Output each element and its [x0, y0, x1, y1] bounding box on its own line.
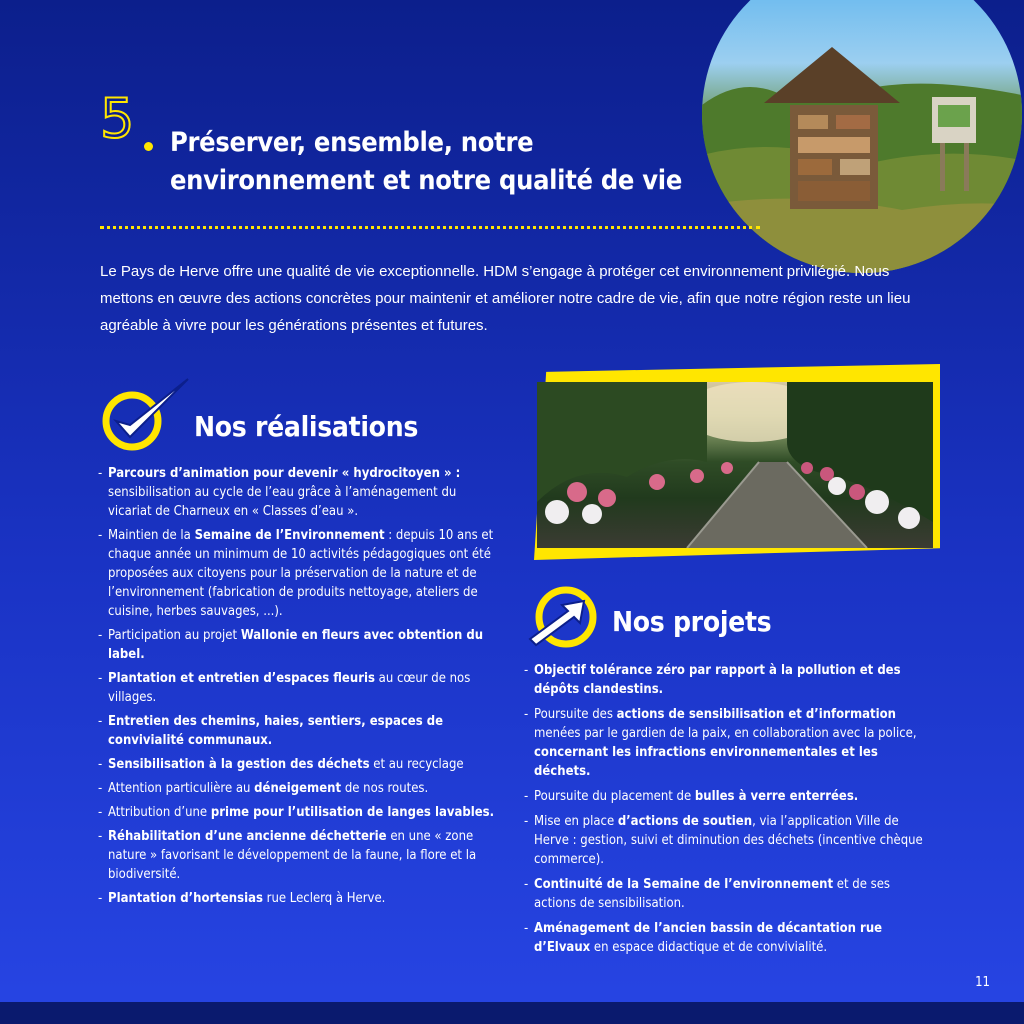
boardwalk-illustration: [537, 382, 933, 548]
item-text: , via l’application Ville de Herve : gestion, suivi et diminution des déchets (incentive chèque commerce).: [534, 814, 923, 867]
item-bold-text: d’actions de soutien: [617, 814, 753, 829]
list-item: [98, 779, 500, 798]
intro-paragraph: Le Pays de Herve offre une qualité de vie exceptionnelle. HDM s’engage à protéger cet environnement privilégié. Nous mettons en œuvre des actions concrètes pour maintenir et améliorer notre cadre de vie, afin que notre région reste un lieu agréable à vivre pour les générations présentes et futures.: [100, 263, 911, 334]
item-bold-text: Plantation d’hortensias: [108, 891, 263, 906]
insect-hotel-photo: [702, 0, 1022, 273]
item-text: en une « zone nature » favorisant le développement de la faune, la flore et la biodiversité.: [108, 829, 477, 882]
item-text: rue Leclerq à Herve.: [262, 891, 386, 906]
projets-title: Nos projets: [612, 605, 772, 638]
projets-list: [524, 661, 929, 963]
item-text: Maintien de la: [108, 528, 195, 543]
list-item: [98, 464, 500, 521]
list-item: [524, 875, 929, 913]
realisations-list: [98, 464, 500, 913]
item-bold-text: Objectif tolérance zéro par rapport à la pollution et des dépôts clandestins.: [534, 663, 901, 697]
item-bold-text: Wallonie en fleurs avec obtention du label.: [108, 628, 484, 662]
list-item: [98, 626, 500, 664]
list-item: [98, 526, 500, 621]
item-text: Poursuite du placement de: [534, 789, 695, 804]
section-number: 5: [100, 87, 135, 150]
section-number-dot: [144, 142, 153, 151]
item-bold-text: Semaine de l’Environnement: [194, 528, 385, 543]
page-number: 11: [975, 975, 990, 990]
boardwalk-photo-frame: [534, 364, 940, 560]
item-text: : depuis 10 ans et chaque année un minimum de 10 activités pédagogiques ont été proposées aux citoyens pour la préservation de la nature et de l’environnement (fabrication de produits nettoyage, ateliers de cuisine, herbes sauvages, ...).: [108, 528, 494, 619]
item-bold-text: Entretien des chemins, haies, sentiers, espaces de convivialité communaux.: [108, 714, 444, 748]
title-line-1: Préserver, ensemble, notre: [170, 127, 534, 158]
item-text: de nos routes.: [341, 781, 429, 796]
list-item: [98, 803, 500, 822]
item-bold-text: Continuité de la Semaine de l’environnement: [534, 877, 834, 892]
footer-band: [0, 1002, 1024, 1024]
realisations-title: Nos réalisations: [194, 410, 419, 443]
item-bold-text: Aménagement de l’ancien bassin de décantation rue d’Elvaux: [534, 921, 883, 955]
item-text: Mise en place: [534, 814, 618, 829]
item-bold-text: Réhabilitation d’une ancienne déchetterie: [108, 829, 387, 844]
item-bold-text: bulles à verre enterrées.: [694, 789, 859, 804]
list-item: [98, 712, 500, 750]
list-item: [98, 827, 500, 884]
title-line-2: environnement et notre qualité de vie: [170, 165, 682, 196]
item-text: Poursuite des: [534, 707, 617, 722]
list-item: [524, 705, 929, 781]
item-text: au cœur de nos villages.: [108, 671, 471, 705]
item-bold-text: actions de sensibilisation et d’information: [616, 707, 896, 722]
item-text: et de ses actions de sensibilisation.: [534, 877, 891, 911]
item-text: et au recyclage: [369, 757, 464, 772]
item-text: Participation au projet: [108, 628, 241, 643]
item-text: menées par le gardien de la paix, en collaboration avec la police,: [534, 726, 917, 741]
item-bold-text: Plantation et entretien d’espaces fleuris: [108, 671, 375, 686]
boardwalk-photo: [537, 382, 933, 548]
item-bold-text: concernant les infractions environnementales et les déchets.: [534, 745, 878, 779]
list-item: [98, 889, 500, 908]
dotted-divider: [100, 226, 760, 229]
page-title: [170, 124, 710, 200]
item-text: en espace didactique et de convivialité.: [590, 940, 828, 955]
item-text: Attention particulière au: [108, 781, 255, 796]
list-item: [98, 755, 500, 774]
checkmark-circle-icon: [100, 373, 196, 462]
item-bold-text: déneigement: [254, 781, 342, 796]
item-bold-text: prime pour l’utilisation de langes lavables.: [210, 805, 495, 820]
list-item: [524, 661, 929, 699]
item-bold-text: Parcours d’animation pour devenir « hydrocitoyen » :: [108, 466, 461, 481]
item-text: Attribution d’une: [108, 805, 211, 820]
list-item: [98, 669, 500, 707]
list-item: [524, 787, 929, 806]
list-item: [524, 919, 929, 957]
item-bold-text: Sensibilisation à la gestion des déchets: [108, 757, 370, 772]
list-item: [524, 812, 929, 869]
item-text: sensibilisation au cycle de l’eau grâce à l’aménagement du vicariat de Charneux en « Classes d’eau ».: [108, 485, 457, 519]
arrow-circle-icon: [524, 585, 610, 654]
insect-hotel-illustration: [702, 0, 1022, 273]
